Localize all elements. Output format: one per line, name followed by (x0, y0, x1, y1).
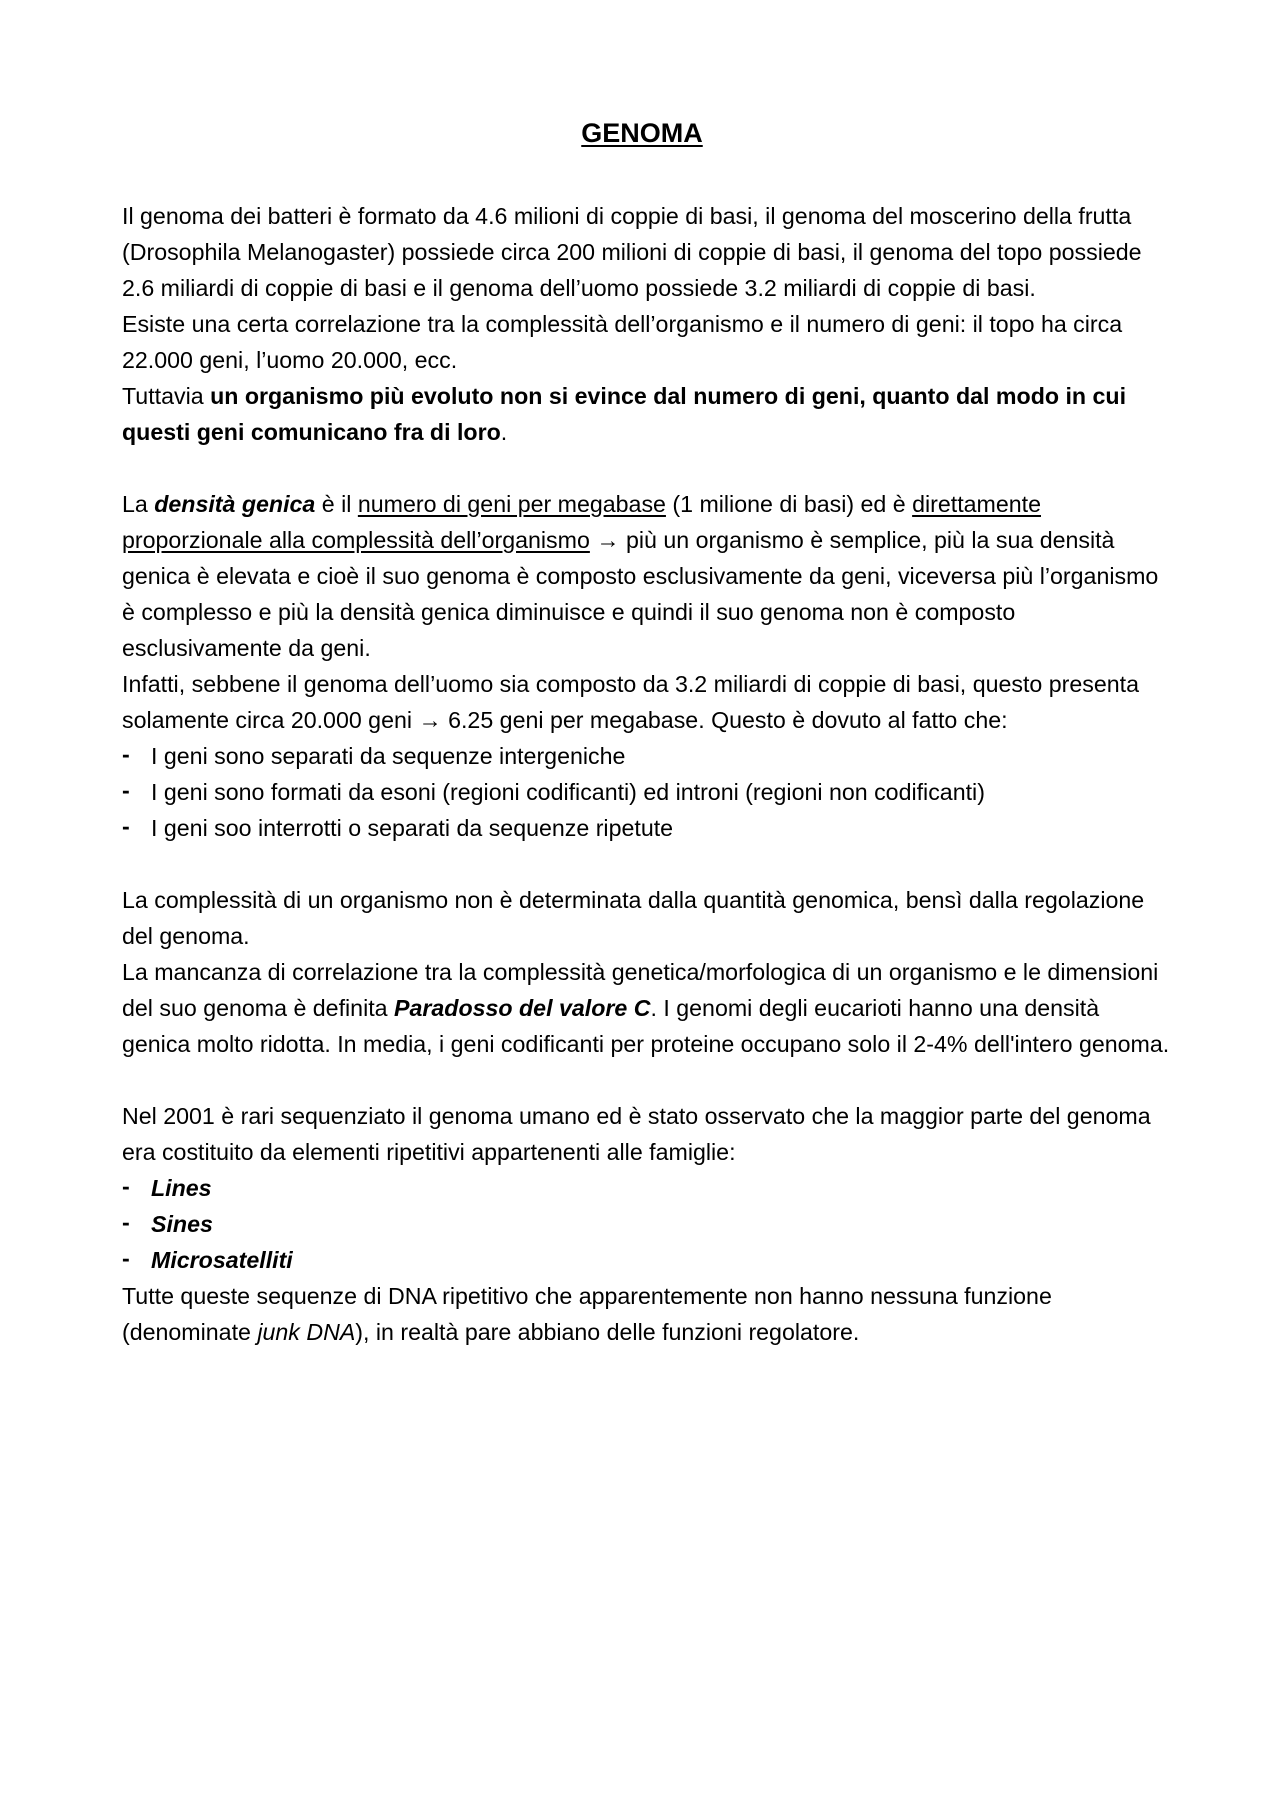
term-junk-dna: junk DNA (257, 1319, 356, 1345)
paragraph-gene-correlation: Esiste una certa correlazione tra la complessità dell’organismo e il numero di geni: il topo ha circa 22.000 geni, l’uomo 20.000, ecc. (122, 311, 1123, 373)
paragraph-text: → più un organismo è semplice, più la sua densità genica è elevata e cioè il suo genoma è composto esclusivamente da geni, viceversa più l’organismo è complesso e più la densità genica diminuisce e quindi il suo genoma non è composto esclusivamente da geni. (122, 527, 1159, 661)
list-item-text: I geni sono formati da esoni (regioni codificanti) ed introni (regioni non codificanti) (151, 779, 985, 805)
bullet-dash: - (122, 741, 130, 767)
families-list (122, 1170, 1172, 1278)
underlined-text: numero di geni per megabase (357, 491, 666, 517)
term-gene-density: densità genica (154, 491, 316, 517)
paragraph-text: è il (315, 491, 358, 517)
paragraph-text: (1 milione di basi) ed è (665, 491, 913, 517)
paragraph-human-genome: Infatti, sebbene il genoma dell’uomo sia composto da 3.2 miliardi di coppie di basi, questo presenta solamente circa 20.000 geni → 6.25 geni per megabase. Questo è dovuto al fatto che: (122, 671, 1139, 733)
bullet-dash: - (122, 777, 130, 803)
list-item (122, 1170, 1172, 1206)
list-item (122, 1206, 1172, 1242)
list-item-text: Sines (151, 1211, 213, 1237)
document-title: GENOMA (581, 118, 703, 148)
list-item (122, 738, 1172, 774)
paragraph-text: Tutte queste sequenze di DNA ripetitivo che apparentemente non hanno nessuna funzione (denominate (122, 1283, 1052, 1345)
paragraph-text: La mancanza di correlazione tra la complessità genetica/morfologica di un organismo e le dimensioni del suo genoma è definita (122, 959, 1159, 1021)
bullet-dash: - (122, 1245, 130, 1271)
paragraph-gene-density (122, 486, 1172, 666)
list-item (122, 774, 1172, 810)
document-body (122, 198, 1172, 1350)
paragraph-genome-sizes: Il genoma dei batteri è formato da 4.6 milioni di coppie di basi, il genoma del moscerino della frutta (Drosophila Melanogaster) possiede circa 200 milioni di coppie di basi, il genoma del topo possiede 2.6 miliardi di coppie di basi e il genoma dell’uomo possiede 3.2 miliardi di coppie di basi. (122, 203, 1142, 301)
emphasis-text: un organismo più evoluto non si evince dal numero di geni, quanto dal modo in cui questi geni comunicano fra di loro (122, 383, 1127, 445)
paragraph-gap (122, 846, 1172, 882)
paragraph-evolved-organism (122, 378, 1172, 450)
paragraph-gap (122, 1062, 1172, 1098)
paragraph-text: ), in realtà pare abbiano delle funzioni regolatore. (355, 1319, 860, 1345)
paragraph-gap (122, 450, 1172, 486)
paragraph-complexity: La complessità di un organismo non è determinata dalla quantità genomica, bensì dalla regolazione del genoma. (122, 887, 1145, 949)
underlined-text: direttamente proporzionale alla complessità dell’organismo (122, 491, 1041, 553)
list-item (122, 1242, 1172, 1278)
bullet-dash: - (122, 1173, 130, 1199)
bullet-dash: - (122, 813, 130, 839)
reasons-list (122, 738, 1172, 846)
paragraph-2001-sequencing: Nel 2001 è rari sequenziato il genoma umano ed è stato osservato che la maggior parte del genoma era costituito da elementi ripetitivi appartenenti alle famiglie: (122, 1103, 1151, 1165)
list-item-text: I geni soo interrotti o separati da sequenze ripetute (151, 815, 674, 841)
paragraph-c-value-paradox (122, 954, 1172, 1062)
paragraph-text: . (500, 419, 508, 445)
bullet-dash: - (122, 1209, 130, 1235)
list-item-text: Lines (151, 1175, 212, 1201)
term-c-value-paradox: Paradosso del valore C (394, 995, 651, 1021)
paragraph-junk-dna (122, 1278, 1172, 1350)
paragraph-text: . I genomi degli eucarioti hanno una densità genica molto ridotta. In media, i geni codificanti per proteine occupano solo il 2-4% dell'intero genoma. (122, 995, 1170, 1057)
list-item (122, 810, 1172, 846)
list-item-text: I geni sono separati da sequenze intergeniche (151, 743, 626, 769)
paragraph-text: La (122, 491, 155, 517)
list-item-text: Microsatelliti (151, 1247, 293, 1273)
paragraph-text: Tuttavia (122, 383, 211, 409)
